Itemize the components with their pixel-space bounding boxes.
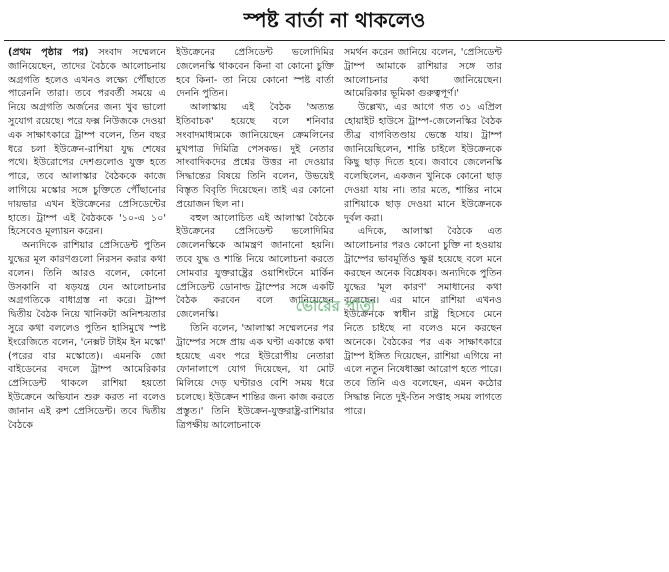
paragraph: আলাস্কায় এই বৈঠক 'অত্যন্ত ইতিবাচক' হয়েছে বলে শনিবার সংবাদমাধ্যমকে জানিয়েছেন ক্রেমলিনের মুখপাত্র দিমিত্রি পেসকভ। দুই নেতার সাংবাদিকদের প্রশ্নের উত্তর না দেওয়ার সিদ্ধান্তের বিষয়ে তিনি বলেন, উভয়েই বিস্তৃত বিবৃতি দিয়েছেন। তাই এর কোনো প্রয়োজন ছিল না। <box>176 102 334 210</box>
paragraph: অন্যদিকে রাশিয়ার প্রেসিডেন্ট পুতিন যুদ্ধের মূল কারণগুলো নিরসন করার কথা বলেন। তিনি আরও বলেন, কোনো উসকানি বা ষড়যন্ত্র যেন আলোচনার অগ্রগতিকে বাধাগ্রস্ত না করে। ট্রাম্প দ্বিতীয় বৈঠক নিয়ে খানিকটা অনিশ্চয়তার সুরে কথা বললেও পুতিন হাসিমুখে স্পষ্ট ইংরেজিতে বলেন, 'নেক্সট টাইম ইন মস্কো' (পরের বার মস্কোতে)। এমনকি জো বাইডেনের বদলে ট্রাম্প আমেরিকার প্রেসিডেন্ট থাকলে রাশিয়া হয়তো ইউক্রেনে অভিযান শুরু করত না বলেও জানান এই রুশ প্রেসিডেন্ট। তবে দ্বিতীয় বৈঠকে <box>8 240 166 431</box>
paragraph: সমর্থন করেন জানিয়ে বলেন, 'প্রেসিডেন্ট ট্রাম্প আমাকে রাশিয়ার সঙ্গে তার আলোচনার কথা জানিয়েছেন। আমেরিকার ভূমিকা গুরুত্বপূর্ণ।' <box>344 47 502 100</box>
paragraph: ইউক্রেনের প্রেসিডেন্ট ভলোদিমির জেলেনস্কি থাকবেন কিনা বা কোনো চুক্তি হবে কিনা- তা নিয়ে কোনো স্পষ্ট বার্তা দেননি পুতিন। <box>176 47 334 100</box>
paragraph: বহুল আলোচিত এই আলাস্কা বৈঠকে ইউক্রেনের প্রেসিডেন্ট ভলোদিমির জেলেনস্কিকে আমন্ত্রণ জানানো হয়নি। তবে যুদ্ধ ও শান্তি নিয়ে আলোচনা করতে সোমবার যুক্তরাষ্ট্রের ওয়াশিংটনে মার্কিন প্রেসিডেন্ট ডোনাল্ড ট্রাম্পের সঙ্গে একটি বৈঠক করবেন বলে জানিয়েছেন জেলেনস্কি। <box>176 212 334 321</box>
paragraph-text: সংবাদ সম্মেলনে জানিয়েছেন, তাদের বৈঠকে আলোচনায় অগ্রগতি হলেও এখনও লক্ষ্যে পৌঁছাতে পারেননি তারা। তবে পরবর্তী সময়ে এ নিয়ে অগ্রগতি অর্জনের জন্য খুব ভালো সুযোগ রয়েছে। পরে ফক্স নিউজকে দেওয়া এক সাক্ষাৎকারে ট্রাম্প বলেন, তিন বছর ধরে চলা ইউক্রেন-রাশিয়া যুদ্ধ শেষের পথে। ইউরোপের দেশগুলোও যুক্ত হতে পারে, তবে আলাস্কার বৈঠককে কাজে লাগিয়ে মস্কোর সঙ্গে চুক্তিতে পৌঁছানোর দায়ভার এখন ইউক্রেনের প্রেসিডেন্টের হাতে। ট্রাম্প এই বৈঠককে '১০-এ ১০' হিসেবেও মূল্যায়ন করেন। <box>8 47 166 238</box>
paragraph: এদিকে, আলাস্কা বৈঠকে এত আলোচনার পরও কোনো চুক্তি না হওয়ায় ট্রাম্পের ভাবমূর্তিও ক্ষুণ্ণ হয়েছে বলে মনে করছেন অনেক বিশ্লেষক। অন্যদিকে পুতিন যুদ্ধের 'মূল কারণ' সমাধানের কথা বলেছেন। এর মানে রাশিয়া এখনও ইউক্রেনকে স্বাধীন রাষ্ট্র হিসেবে মেনে নিতে চাইছে না বলেও মনে করছেন অনেকে। বৈঠকের পর এক সাক্ষাৎকারে ট্রাম্প ইঙ্গিত দিয়েছেন, রাশিয়া এগিয়ে না এলে নতুন নিষেধাজ্ঞা আরোপ হতে পারে। তবে তিনি এও বলেছেন, এমন কঠোর সিদ্ধান্ত নিতে দুই-তিন সপ্তাহ সময় লাগতে পারে। <box>344 226 502 417</box>
headline-rule <box>4 40 665 41</box>
paragraph: তিনি বলেন, 'আলাস্কা সম্মেলনের পর ট্রাম্পের সঙ্গে প্রায় এক ঘণ্টা একান্তে কথা হয়েছে এবং পরে ইউরোপীয় নেতারা ফোনালাপে যোগ দিয়েছেন, যা মোট মিলিয়ে দেড় ঘণ্টারও বেশি সময় ধরে চলেছে। ইউক্রেন শান্তির জন্য কাজ করতে প্রস্তুত।' তিনি ইউক্রেন-যুক্তরাষ্ট্র-রাশিয়ার ত্রিপক্ষীয় আলোচনাকে <box>176 322 334 431</box>
continued-from-kicker: (প্রথম পৃষ্ঠার পর) <box>8 47 89 58</box>
publisher-watermark: ভোরের পাতা <box>295 297 376 315</box>
paragraph: উল্লেখ্য, এর আগে গত ৩১ এপ্রিল হোয়াইট হাউসে ট্রাম্প-জেলেনস্কির বৈঠক তীব্র বাগবিতণ্ডায় ভেস্তে যায়। ট্রাম্প জানিয়েছিলেন, শান্তি চাইলে ইউক্রেনকে কিছু ছাড় দিতে হবে। জবাবে জেলেনস্কি বলেছিলেন, একজন খুনিকে কোনো ছাড় দেওয়া যায় না। তার মতে, শান্তির নামে রাশিয়াকে ছাড় দেওয়া মানে ইউক্রেনকে দুর্বল করা। <box>344 102 502 224</box>
headline: স্পষ্ট বার্তা না থাকলেও <box>243 8 426 32</box>
article-column-1 <box>8 46 166 566</box>
paragraph <box>8 46 166 239</box>
